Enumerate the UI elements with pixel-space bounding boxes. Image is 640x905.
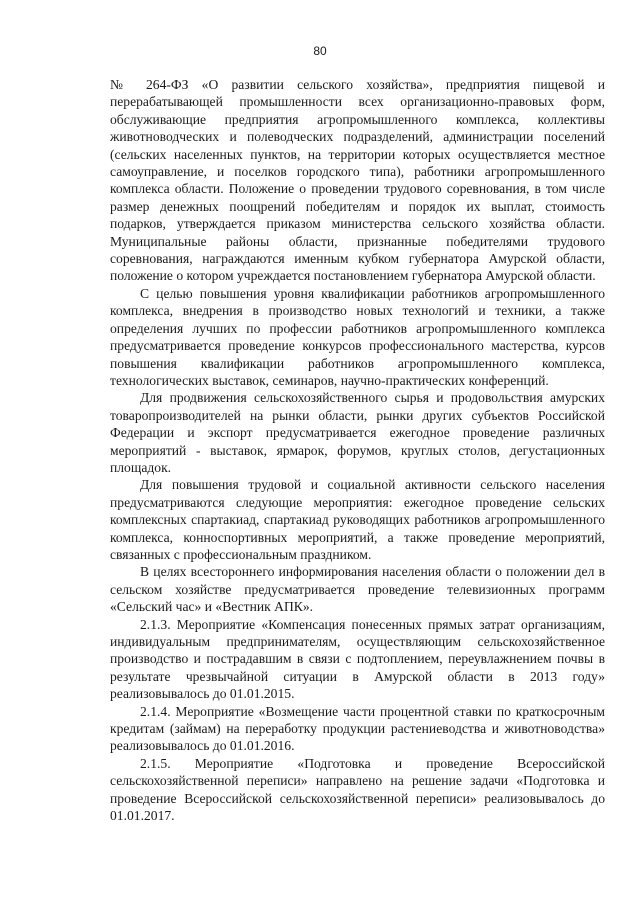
paragraph: Для продвижения сельскохозяйственного сырья и продовольствия амурских товаропроизводителей на рынки области, рынки других субъектов Российской Федерации и экспорт предусматривается ежегодное проведение различных мероприятий - выставок, ярмарок, форумов, круглых столов, дегустационных площадок. — [110, 390, 605, 475]
paragraph: 2.1.4. Мероприятие «Возмещение части процентной ставки по краткосрочным кредитам (займам) на переработку продукции растениеводства и животноводства» реализовывалось до 01.01.2016. — [110, 703, 605, 754]
paragraph: В целях всестороннего информирования населения области о положении дел в сельском хозяйстве предусматривается проведение телевизионных программ «Сельский час» и «Вестник АПК». — [110, 564, 605, 615]
paragraph: Для повышения трудовой и социальной активности сельского населения предусматриваются следующие мероприятия: ежегодное проведение сельских комплексных спартакиад, спартакиад руководящих работников агропромышленного комплекса, конноспортивных мероприятий, а также проведение мероприятий, связанных с профессиональным праздником. — [110, 477, 605, 562]
paragraph: С целью повышения уровня квалификации работников агропромышленного комплекса, внедрения в производство новых технологий и техники, а также определения лучших по профессии работников агропромышленного комплекса предусматривается проведение конкурсов профессионального мастерства, курсов повышения квалификации работников агропромышленного комплекса, технологических выставок, семинаров, научно-практических конференций. — [110, 285, 605, 388]
paragraph: 2.1.3. Мероприятие «Компенсация понесенных прямых затрат организациям, индивидуальным предпринимателям, осуществляющим сельскохозяйственное производство и пострадавшим в связи с подтоплением, переувлажнением почвы в результате чрезвычайной ситуации в Амурской области в 2013 году» реализовывалось до 01.01.2015. — [110, 616, 605, 702]
paragraph: 2.1.5. Мероприятие «Подготовка и проведение Всероссийской сельскохозяйственной переписи» направлено на решение задачи «Подготовка и проведение Всероссийской сельскохозяйственной переписи» реализовывалось до 01.01.2017. — [110, 755, 605, 824]
body-text — [110, 76, 605, 824]
page-number: 80 — [313, 44, 327, 58]
paragraph: № 264-ФЗ «О развитии сельского хозяйства», предприятия пищевой и перерабатывающей промышленности всех организационно-правовых форм, обслуживающие предприятия агропромышленного комплекса, коллективы животноводческих и полеводческих подразделений, администрации поселений (сельских населенных пунктов, на территории которых осуществляется местное самоуправление, и поселков городского типа), работники агропромышленного комплекса области. Положение о проведении трудового соревнования, в том числе размер денежных поощрений победителям и порядок их выплат, стоимость подарков, утверждается приказом министерства сельского хозяйства области. Муниципальные районы области, признанные победителями трудового соревнования, награждаются именным кубком губернатора Амурской области, положение о котором учреждается постановлением губернатора Амурской области. — [110, 77, 605, 284]
